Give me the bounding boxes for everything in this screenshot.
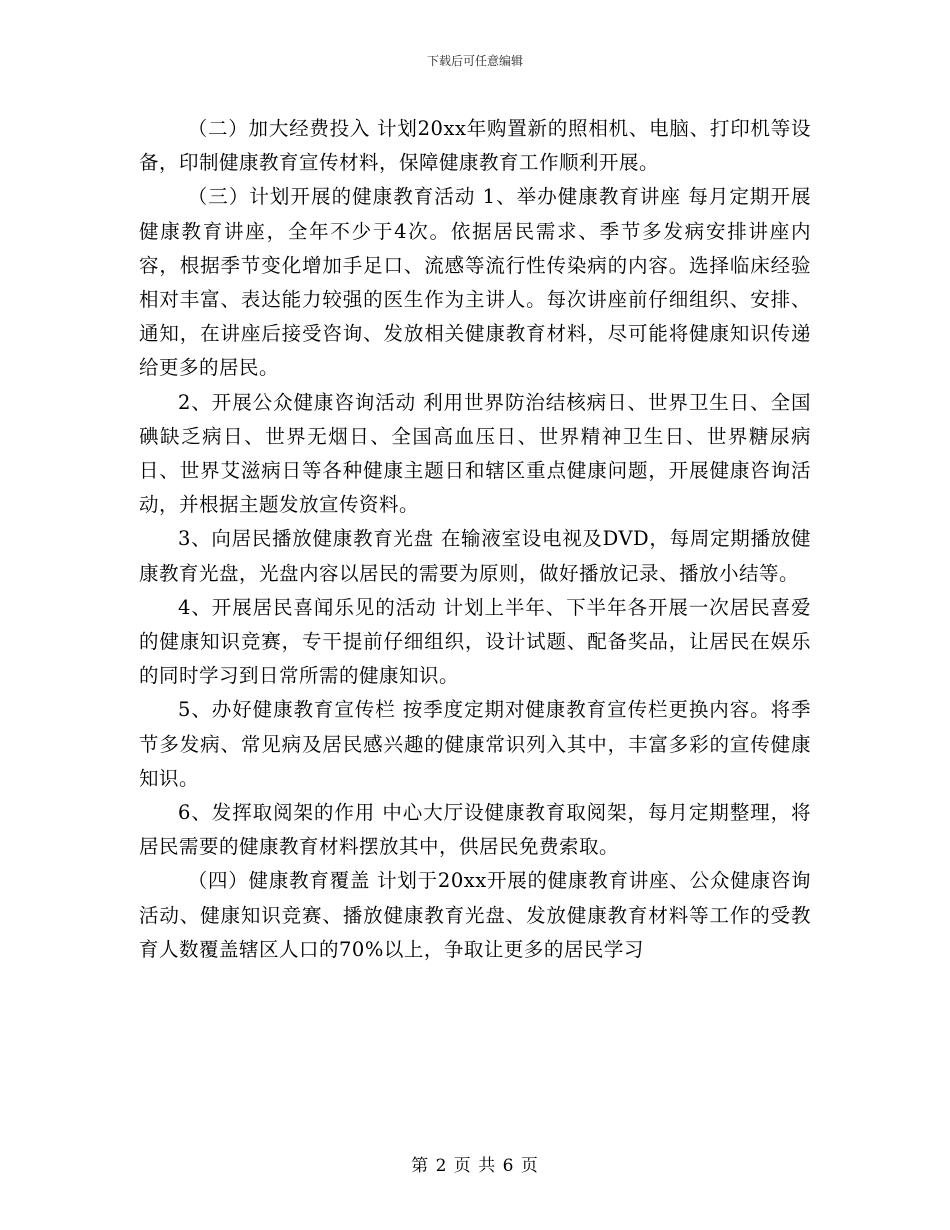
paragraph-coverage: （四）健康教育覆盖 计划于20xx开展的健康教育讲座、公众健康咨询活动、健康知识竞赛、播放健康教育光盘、发放健康教育材料等工作的受教育人数覆盖辖区人口的70%以上，争取让更多的居民学习 — [139, 869, 811, 961]
page-header-note: 下载后可任意编辑 — [426, 54, 523, 68]
paragraph-funding: （二）加大经费投入 计划20xx年购置新的照相机、电脑、打印机等设备，印制健康教育宣传材料，保障健康教育工作顺利开展。 — [139, 117, 811, 175]
paragraph-reading-rack: 6、发挥取阅架的作用 中心大厅设健康教育取阅架，每月定期整理，将居民需要的健康教育材料摆放其中，供居民免费索取。 — [139, 801, 811, 859]
paragraph-bulletin-board: 5、办好健康教育宣传栏 按季度定期对健康教育宣传栏更换内容。将季节多发病、常见病及居民感兴趣的健康常识列入其中，丰富多彩的宣传健康知识。 — [139, 698, 811, 790]
paragraph-dvd: 3、向居民播放健康教育光盘 在输液室设电视及DVD，每周定期播放健康教育光盘，光盘内容以居民的需要为原则，做好播放记录、播放小结等。 — [139, 527, 811, 585]
document-body — [139, 112, 811, 967]
page-number: 第 2 页 共 6 页 — [411, 1156, 539, 1176]
paragraph-lectures: （三）计划开展的健康教育活动 1、举办健康教育讲座 每月定期开展健康教育讲座，全年不少于4次。依据居民需求、季节多发病安排讲座内容，根据季节变化增加手足口、流感等流行性传染病的内容。选择临床经验相对丰富、表达能力较强的医生作为主讲人。每次讲座前仔细组织、安排、通知，在讲座后接受咨询、发放相关健康教育材料，尽可能将健康知识传递给更多的居民。 — [139, 185, 811, 380]
paragraph-activities: 4、开展居民喜闻乐见的活动 计划上半年、下半年各开展一次居民喜爱的健康知识竞赛，专干提前仔细组织，设计试题、配备奖品，让居民在娱乐的同时学习到日常所需的健康知识。 — [139, 595, 811, 688]
paragraph-consultation: 2、开展公众健康咨询活动 利用世界防治结核病日、世界卫生日、全国碘缺乏病日、世界无烟日、全国高血压日、世界精神卫生日、世界糖尿病日、世界艾滋病日等各种健康主题日和辖区重点健康问题，开展健康咨询活动，并根据主题发放宣传资料。 — [139, 390, 811, 517]
